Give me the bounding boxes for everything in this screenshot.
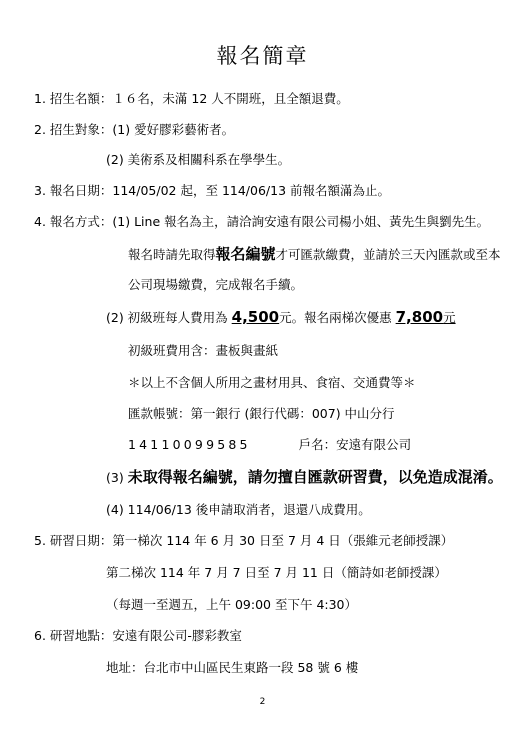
fee-post: 元 [443, 310, 456, 325]
venue-line [34, 628, 242, 644]
target-label: 2. 招生對象： [34, 122, 113, 137]
venue-label: 6. 研習地點： [34, 628, 113, 643]
refund-line: (4) 114/06/13 後申請取消者，退還八成費用。 [106, 502, 371, 517]
account-number: 14110099585 [128, 437, 251, 452]
schedule-line-1 [34, 533, 453, 549]
schedule-label: 5. 研習日期： [34, 533, 113, 548]
fee-line [106, 309, 456, 326]
page-number: 2 [259, 697, 266, 707]
warning-text: 未取得報名編號，請勿擅自匯款研習費，以免造成混淆。 [127, 468, 503, 486]
schedule-session-2: 第二梯次 114 年 7 月 7 日至 7 月 11 日（簡詩如老師授課） [106, 565, 447, 580]
page-title: 報名簡章 [216, 44, 309, 68]
dates-text: 114/05/02 起，至 114/06/13 前報名額滿為止。 [112, 183, 391, 198]
method-line-2 [128, 246, 501, 263]
warning-line [106, 469, 503, 486]
bank-account-line: 匯款帳號：第一銀行 (銀行代碼：007) 中山分行 [128, 406, 395, 421]
method-label: 4. 報名方式： [34, 214, 113, 229]
venue-text: 安遠有限公司-膠彩教室 [112, 628, 242, 643]
exclusion-note: ＊以上不含個人所用之畫材用具、食宿、交通費等＊ [128, 375, 416, 390]
quota-line [34, 91, 349, 107]
warning-number: (3) [106, 470, 124, 485]
fee-amount: 4,500 [231, 308, 280, 326]
account-name: 戶名：安遠有限公司 [298, 437, 412, 452]
schedule-hours: （每週一至週五，上午 09:00 至下午 4:30） [106, 597, 358, 612]
target-item-1: (1) 愛好膠彩藝術者。 [112, 122, 235, 137]
method-line-1 [34, 214, 489, 230]
target-item-2: (2) 美術系及相關科系在學學生。 [106, 152, 291, 167]
fee-mid: 元。報名兩梯次優惠 [279, 310, 392, 325]
account-line [128, 437, 411, 453]
quota-label: 1. 招生名額： [34, 91, 113, 106]
materials-line: 初級班費用含：畫板與畫紙 [128, 343, 279, 358]
method-line2-pre: 報名時請先取得 [128, 247, 216, 262]
venue-address: 地址：台北市中山區民生東路一段 58 號 6 樓 [106, 660, 359, 675]
registration-number-emphasis: 報名編號 [215, 245, 276, 263]
dates-line [34, 183, 390, 199]
schedule-session-1: 第一梯次 114 年 6 月 30 日至 7 月 4 日（張維元老師授課） [112, 533, 454, 548]
dates-label: 3. 報名日期： [34, 183, 113, 198]
method-line2-post: 才可匯款繳費，並請於三天內匯款或至本 [275, 247, 501, 262]
method-line1-text: (1) Line 報名為主，請洽詢安遠有限公司楊小姐、黃先生與劉先生。 [112, 214, 490, 229]
target-line-1 [34, 122, 234, 138]
fee-discount: 7,800 [395, 308, 444, 326]
fee-pre: (2) 初級班每人費用為 [106, 310, 228, 325]
quota-text: １６名，未滿 12 人不開班，且全額退費。 [112, 91, 349, 106]
method-line-3: 公司現場繳費，完成報名手續。 [128, 277, 304, 292]
